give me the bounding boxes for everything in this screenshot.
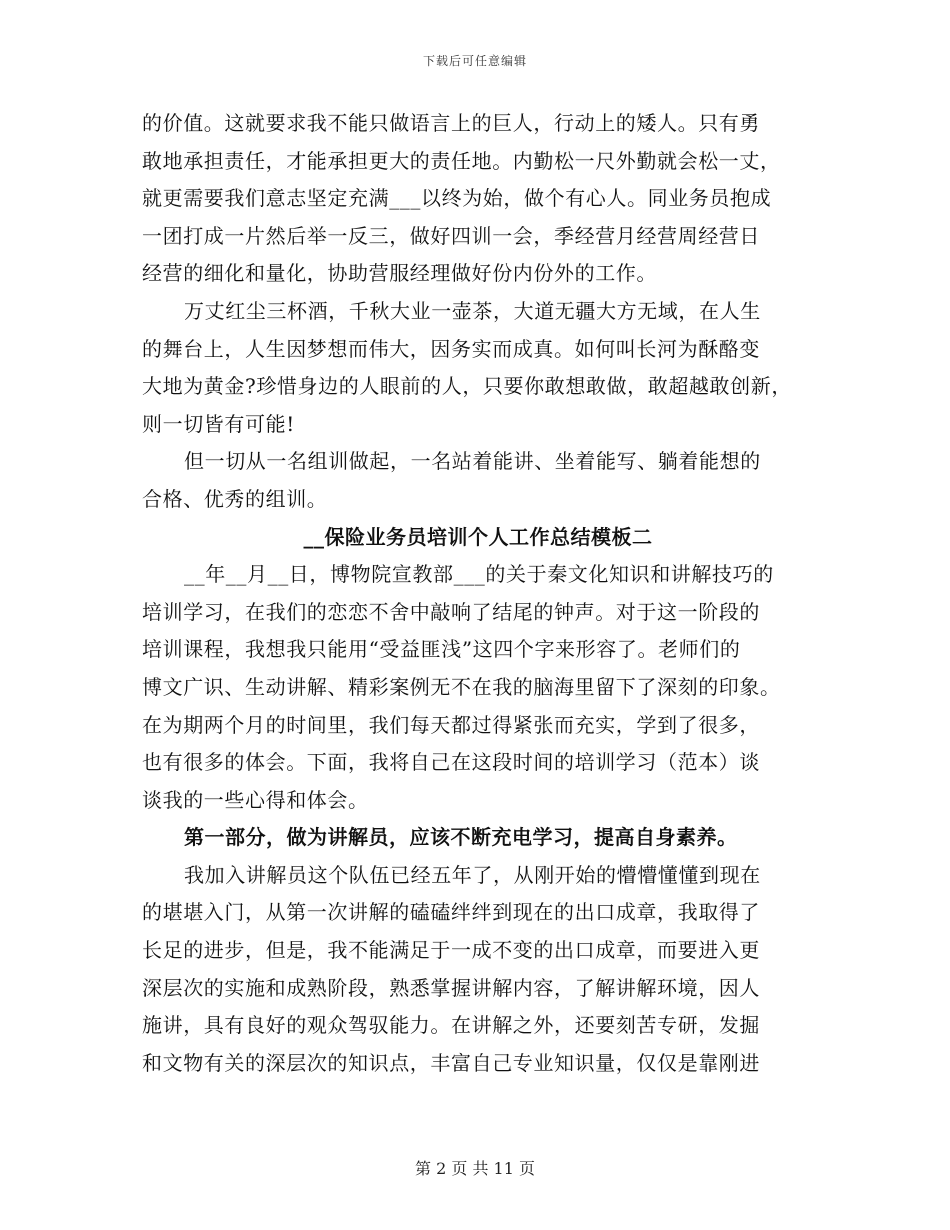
text-line: 长足的进步，但是，我不能满足于一成不变的出口成章，而要进入更	[142, 938, 760, 963]
paragraph-start-line: 万丈红尘三杯酒，千秋大业一壶茶，大道无疆大方无域，在人生	[184, 298, 761, 323]
page-number: 第 2 页 共 11 页	[415, 1159, 535, 1178]
text-line: 的价值。这就要求我不能只做语言上的巨人，行动上的矮人。只有勇	[142, 111, 760, 135]
text-line: 经营的细化和量化，协助营服经理做好份内份外的工作。	[142, 261, 657, 286]
text-line: 施讲，具有良好的观众驾驭能力。在讲解之外，还要刻苦专研，发掘	[142, 1013, 760, 1038]
header-note: 下载后可任意编辑	[422, 54, 527, 68]
document-body	[142, 105, 814, 1082]
text-line: 培训学习，在我们的恋恋不舍中敲响了结尾的钟声。对于这一阶段的	[142, 599, 760, 624]
text-line: 的舞台上，人生因梦想而伟大，因务实而成真。如何叫长河为酥酪变	[142, 336, 760, 361]
subsection-heading: 第一部分，做为讲解员，应该不断充电学习，提高自身素养。	[184, 825, 738, 850]
text-line: 博文广识、生动讲解、精彩案例无不在我的脑海里留下了深刻的印象。	[142, 674, 781, 699]
paragraph-start-line: __年__月__日，博物院宣教部___的关于秦文化知识和讲解技巧的	[184, 562, 774, 587]
text-line: 谈我的一些心得和体会。	[142, 787, 369, 812]
text-line: 就更需要我们意志坚定充满___以终为始，做个有心人。同业务员抱成	[142, 186, 772, 211]
text-line: 深层次的实施和成熟阶段，熟悉掌握讲解内容，了解讲解环境，因人	[142, 975, 760, 1000]
text-line: 的堪堪入门，从第一次讲解的磕磕绊绊到现在的出口成章，我取得了	[142, 900, 760, 925]
paragraph-start-line: 但一切从一名组训做起，一名站着能讲、坐着能写、躺着能想的	[184, 449, 761, 474]
section-heading: __保险业务员培训个人工作总结模板二	[303, 524, 653, 549]
text-line: 一团打成一片然后举一反三，做好四训一会，季经营月经营周经营日	[142, 223, 760, 248]
text-line: 大地为黄金?珍惜身边的人眼前的人，只要你敢想敢做，敢超越敢创新，	[142, 374, 792, 399]
text-line: 在为期两个月的时间里，我们每天都过得紧张而充实，学到了很多，	[142, 712, 760, 737]
text-line: 敢地承担责任，才能承担更大的责任地。内勤松一尺外勤就会松一丈，	[142, 148, 781, 173]
paragraph-start-line: 我加入讲解员这个队伍已经五年了，从刚开始的懵懵懂懂到现在	[184, 862, 761, 887]
text-line: 则一切皆有可能!	[142, 411, 295, 436]
text-line: 和文物有关的深层次的知识点，丰富自己专业知识量，仅仅是靠刚进	[142, 1050, 760, 1075]
text-line: 合格、优秀的组训。	[142, 486, 328, 511]
text-line: 也有很多的体会。下面，我将自己在这段时间的培训学习（范本）谈	[142, 750, 760, 775]
text-line: 培训课程，我想我只能用“受益匪浅”这四个字来形容了。老师们的	[142, 637, 741, 662]
